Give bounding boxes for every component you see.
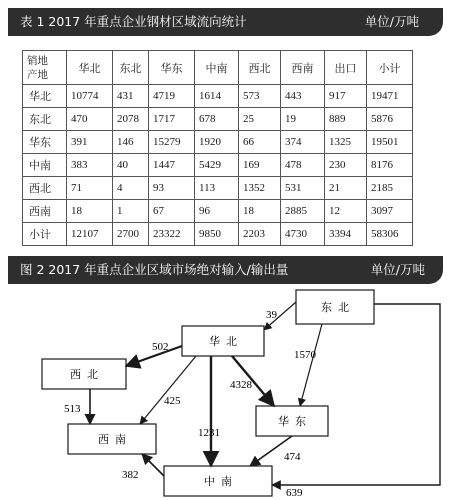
table-cell: 12107	[67, 223, 113, 246]
table-cell: 470	[67, 108, 113, 131]
table-row	[23, 108, 413, 131]
arrow-zhongnan-xinan	[142, 454, 164, 476]
table-row	[23, 177, 413, 200]
flow-label-huabei-xinan: 425	[164, 395, 181, 407]
table-cell: 3394	[325, 223, 367, 246]
flow-table	[22, 50, 413, 246]
flow-label-huabei-zhongnan: 1231	[198, 427, 220, 439]
node-zhongnan	[164, 466, 272, 496]
table-cell: 9850	[195, 223, 239, 246]
table-title-banner	[8, 8, 443, 36]
node-xinan-label: 西南	[98, 433, 132, 446]
table-cell: 1614	[195, 85, 239, 108]
table-cell: 3097	[367, 200, 413, 223]
table-cell: 383	[67, 154, 113, 177]
table-cell: 21	[325, 177, 367, 200]
row-header: 小计	[23, 223, 67, 246]
table-cell: 5429	[195, 154, 239, 177]
arrow-dongbei-huadong	[300, 324, 322, 406]
table-row	[23, 200, 413, 223]
table-cell: 1447	[149, 154, 195, 177]
row-header: 中南	[23, 154, 67, 177]
table-row	[23, 223, 413, 246]
node-dongbei-label: 东北	[321, 301, 355, 314]
table-cell: 889	[325, 108, 367, 131]
table-cell: 19	[281, 108, 325, 131]
table-cell: 2203	[239, 223, 281, 246]
row-header: 西南	[23, 200, 67, 223]
node-huadong	[256, 406, 328, 436]
table-cell: 40	[113, 154, 149, 177]
corner-origin-label: 产地	[27, 68, 48, 81]
table-row	[23, 154, 413, 177]
table-cell: 431	[113, 85, 149, 108]
table-cell: 1325	[325, 131, 367, 154]
table-cell: 19501	[367, 131, 413, 154]
table-cell: 1920	[195, 131, 239, 154]
corner-destination-label: 销地	[27, 54, 48, 67]
figure-title: 图 2 2017 年重点企业区域市场绝对输入/输出量	[20, 262, 289, 277]
table-cell: 443	[281, 85, 325, 108]
node-xibei-label: 西北	[70, 368, 104, 381]
row-header: 华北	[23, 85, 67, 108]
table-cell: 2885	[281, 200, 325, 223]
flow-label-zhongnan-xinan: 382	[122, 469, 139, 481]
node-xibei	[42, 359, 126, 389]
table-cell: 71	[67, 177, 113, 200]
table-cell: 58306	[367, 223, 413, 246]
node-xinan	[68, 424, 156, 454]
table-cell: 531	[281, 177, 325, 200]
row-header: 西北	[23, 177, 67, 200]
row-header: 华东	[23, 131, 67, 154]
table-cell: 2185	[367, 177, 413, 200]
table-cell: 146	[113, 131, 149, 154]
table-body	[23, 85, 413, 246]
flow-diagram	[0, 284, 451, 500]
column-header: 小计	[367, 51, 413, 85]
table-cell: 19471	[367, 85, 413, 108]
table-cell: 113	[195, 177, 239, 200]
table-cell: 18	[239, 200, 281, 223]
table-cell: 4	[113, 177, 149, 200]
column-header: 中南	[195, 51, 239, 85]
column-header: 西南	[281, 51, 325, 85]
table-cell: 1352	[239, 177, 281, 200]
table-cell: 573	[239, 85, 281, 108]
table-cell: 4719	[149, 85, 195, 108]
node-huabei	[182, 326, 264, 356]
table-unit: 单位/万吨	[364, 14, 419, 29]
table-cell: 25	[239, 108, 281, 131]
table-header-row	[23, 51, 413, 85]
table-cell: 66	[239, 131, 281, 154]
table-cell: 230	[325, 154, 367, 177]
column-header: 华东	[149, 51, 195, 85]
node-huabei-label: 华北	[209, 335, 243, 348]
column-header: 华北	[67, 51, 113, 85]
table-cell: 12	[325, 200, 367, 223]
row-header: 东北	[23, 108, 67, 131]
table-cell: 8176	[367, 154, 413, 177]
column-header: 出口	[325, 51, 367, 85]
column-header: 西北	[239, 51, 281, 85]
flow-label-huabei-huadong: 4328	[230, 379, 252, 391]
flow-label-dongbei-zhongnan: 639	[286, 487, 303, 499]
table-cell: 169	[239, 154, 281, 177]
table-cell: 391	[67, 131, 113, 154]
table-row	[23, 131, 413, 154]
column-header: 东北	[113, 51, 149, 85]
table-cell: 15279	[149, 131, 195, 154]
table-cell: 5876	[367, 108, 413, 131]
figure-title-banner	[8, 256, 443, 284]
table-cell: 1717	[149, 108, 195, 131]
table-cell: 374	[281, 131, 325, 154]
table-cell: 678	[195, 108, 239, 131]
table-cell: 1	[113, 200, 149, 223]
node-zhongnan-label: 中南	[204, 475, 238, 488]
flow-label-dongbei-huabei: 39	[266, 309, 277, 321]
table-cell: 2700	[113, 223, 149, 246]
table-cell: 18	[67, 200, 113, 223]
flow-label-huadong-zhongnan: 474	[284, 451, 301, 463]
flow-label-dongbei-huadong: 1570	[294, 349, 316, 361]
table-cell: 10774	[67, 85, 113, 108]
table-cell: 93	[149, 177, 195, 200]
table-cell: 67	[149, 200, 195, 223]
flow-label-huabei-xibei: 502	[152, 341, 169, 353]
table-cell: 478	[281, 154, 325, 177]
table-cell: 2078	[113, 108, 149, 131]
node-huadong-label: 华东	[278, 415, 312, 428]
table-cell: 23322	[149, 223, 195, 246]
node-dongbei	[296, 290, 374, 324]
arrow-huabei-xinan	[140, 356, 196, 424]
table-cell: 917	[325, 85, 367, 108]
table-title: 表 1 2017 年重点企业钢材区域流向统计	[20, 14, 247, 29]
table-cell: 96	[195, 200, 239, 223]
table-cell: 4730	[281, 223, 325, 246]
table-row	[23, 85, 413, 108]
figure-unit: 单位/万吨	[370, 262, 425, 277]
corner-header	[23, 51, 67, 85]
flow-label-xibei-xinan: 513	[64, 403, 81, 415]
